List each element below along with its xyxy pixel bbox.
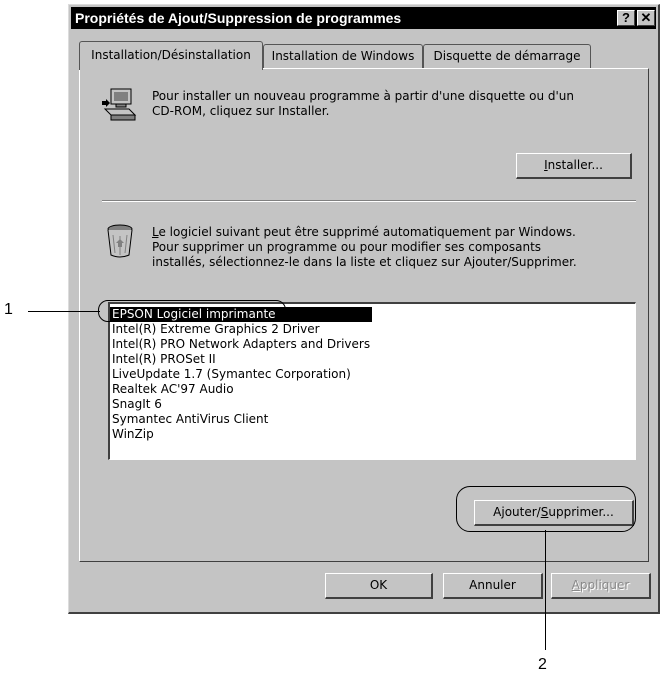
install-description: Pour installer un nouveau programme à partir d'une disquette ou d'un CD-ROM, cliquez sur Installer. xyxy=(152,89,574,118)
apply-button[interactable]: Appliquer xyxy=(551,573,651,599)
callout-label-1: 1 xyxy=(4,301,13,318)
callout-label-2: 2 xyxy=(538,656,547,673)
program-list[interactable] xyxy=(108,302,636,460)
list-item[interactable]: Intel(R) PROSet II xyxy=(112,352,216,366)
callout-ring-1 xyxy=(98,300,286,322)
list-item[interactable]: WinZip xyxy=(112,427,154,441)
separator xyxy=(102,200,636,202)
add-remove-button[interactable]: Ajouter/Supprimer... xyxy=(474,500,634,526)
ok-button[interactable]: OK xyxy=(325,573,433,599)
installer-button[interactable]: Installer... xyxy=(516,153,632,179)
callout-line-2 xyxy=(545,530,546,650)
list-item[interactable]: Realtek AC'97 Audio xyxy=(112,382,234,396)
close-button[interactable]: ✕ xyxy=(637,10,655,26)
recycle-bin-icon xyxy=(104,223,136,259)
list-item[interactable]: SnagIt 6 xyxy=(112,397,162,411)
tab-installation-desinstallation[interactable]: Installation/Désinstallation xyxy=(79,41,263,70)
computer-install-icon xyxy=(102,87,138,123)
window-title: Propriétés de Ajout/Suppression de programmes xyxy=(75,10,402,26)
list-item[interactable]: LiveUpdate 1.7 (Symantec Corporation) xyxy=(112,367,351,381)
title-bar xyxy=(71,7,656,29)
help-button[interactable]: ? xyxy=(617,10,635,26)
uninstall-description: Le logiciel suivant peut être supprimé automatiquement par Windows. Pour supprimer un programme ou pour modifier ses composants installés, sélectionnez-le dans la liste et cliquez sur Ajouter/Supprimer. xyxy=(152,225,577,269)
list-item[interactable]: Intel(R) PRO Network Adapters and Drivers xyxy=(112,337,371,351)
tab-disquette-demarrage[interactable]: Disquette de démarrage xyxy=(423,44,591,68)
list-item[interactable]: Symantec AntiVirus Client xyxy=(112,412,269,426)
callout-line-1 xyxy=(28,311,100,312)
tab-installation-windows[interactable]: Installation de Windows xyxy=(263,44,423,68)
cancel-button[interactable]: Annuler xyxy=(443,573,543,599)
list-item[interactable]: EPSON Logiciel imprimante xyxy=(110,307,372,322)
list-item[interactable]: Intel(R) Extreme Graphics 2 Driver xyxy=(112,322,320,336)
callout-ring-2 xyxy=(456,486,636,532)
